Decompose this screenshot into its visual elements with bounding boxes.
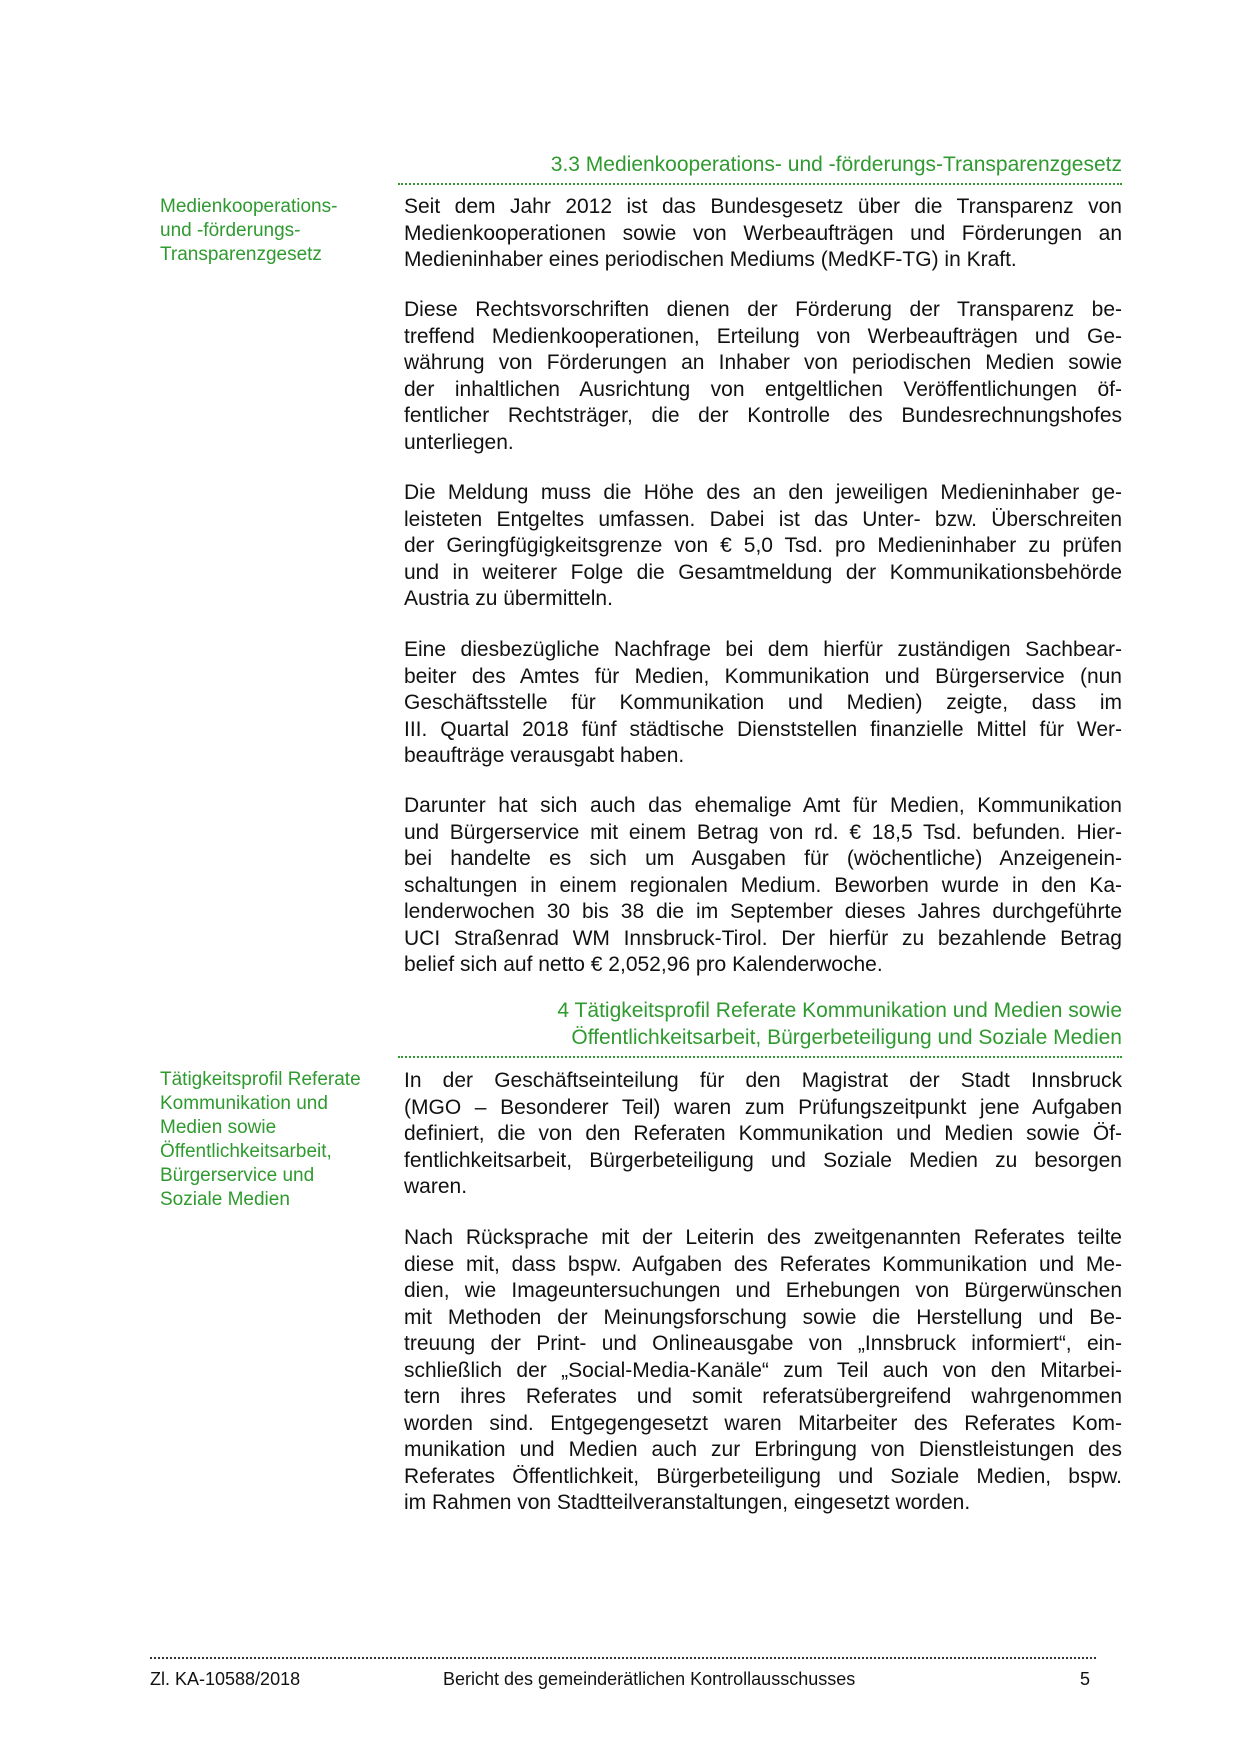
paragraph: Eine diesbezügliche Nachfrage bei dem hierfür zuständigen Sachbear- beiter des Amtes für Medien, Kommunikation und Bürgerservice (nun Geschäftsstelle für Kommunikation und Medien) zeigte, dass im III. Quartal 2018 fünf städtische Dienststellen finanzielle Mittel für Wer- beaufträge verausgabt haben.	[404, 638, 1122, 767]
paragraph: Darunter hat sich auch das ehemalige Amt für Medien, Kommunikation und Bürgerservice mit einem Betrag von rd. € 18,5 Tsd. befunden. Hier- bei handelte es sich um Ausgaben für (wöchentliche) Anzeigenein- schaltungen in einem regionalen Medium. Beworben wurde in den Ka- lenderwochen 30 bis 38 die im September dieses Jahres durchgeführte UCI Straßenrad WM Innsbruck-Tirol. Der hierfür zu bezahlende Betrag belief sich auf netto € 2,052,96 pro Kalenderwoche.	[404, 794, 1122, 976]
paragraph: Seit dem Jahr 2012 ist das Bundesgesetz über die Transparenz von Medienkooperationen sowie von Werbeaufträgen und Förderungen an Medieninhaber eines periodischen Mediums (MedKF-TG) in Kraft.	[404, 195, 1122, 271]
paragraph: In der Geschäftseinteilung für den Magistrat der Stadt Innsbruck (MGO – Besonderer Teil) waren zum Prüfungszeitpunkt jene Aufgaben definiert, die von den Referaten Kommunikation und Medien sowie Öf- fentlichkeitsarbeit, Bürgerbeteiligung und Soziale Medien zu besorgen waren.	[404, 1069, 1122, 1198]
report-title: Bericht des gemeinderätlichen Kontrollausschusses	[443, 1669, 856, 1689]
section-3-3-sidenote: Medienkooperations- und -förderungs- Transparenzgesetz	[160, 196, 338, 265]
page-number: 5	[1080, 1669, 1091, 1689]
paragraph: Die Meldung muss die Höhe des an den jeweiligen Medieninhaber ge- leisteten Entgeltes umfassen. Dabei ist das Unter- bzw. Überschreiten der Geringfügigkeitsgrenze von € 5,0 Tsd. pro Medieninhaber zu prüfen und in weiterer Folge die Gesamtmeldung der Kommunikationsbehörde Austria zu übermitteln.	[404, 481, 1122, 610]
document-reference: Zl. KA-10588/2018	[150, 1669, 301, 1689]
footer-divider	[150, 1657, 1096, 1659]
paragraph: Nach Rücksprache mit der Leiterin des zweitgenannten Referates teilte diese mit, dass bspw. Aufgaben des Referates Kommunikation und Me- dien, wie Imageuntersuchungen und Erhebungen von Bürgerwünschen mit Methoden der Meinungsforschung sowie die Herstellung und Be- treuung der Print- und Onlineausgabe von „Innsbruck informiert“, ein- schließlich der „Social-Media-Kanäle“ zum Teil auch von den Mitarbei- tern ihres Referates und somit referatsübergreifend wahrgenommen worden sind. Entgegengesetzt waren Mitarbeiter des Referates Kom- munikation und Medien auch zur Erbringung von Dienstleistungen des Referates Öffentlichkeit, Bürgerbeteiligung und Soziale Medien, bspw. im Rahmen von Stadtteilveranstaltungen, eingesetzt worden.	[404, 1226, 1122, 1514]
section-4-heading: 4 Tätigkeitsprofil Referate Kommunikation und Medien sowie Öffentlichkeitsarbeit, Bürgerbeteiligung und Soziale Medien	[398, 997, 1122, 1058]
paragraph: Diese Rechtsvorschriften dienen der Förderung der Transparenz be- treffend Medienkooperationen, Erteilung von Werbeaufträgen und Ge- währung von Förderungen an Inhaber von periodischen Medien sowie der inhaltlichen Ausrichtung von entgeltlichen Veröffentlichungen öf- fentlicher Rechtsträger, die der Kontrolle des Bundesrechnungshofes unterliegen.	[404, 298, 1122, 454]
section-3-3-heading: 3.3 Medienkooperations- und -förderungs-Transparenzgesetz	[398, 151, 1122, 185]
section-4-sidenote: Tätigkeitsprofil Referate Kommunikation und Medien sowie Öffentlichkeitsarbeit, Bürgerservice und Soziale Medien	[160, 1069, 361, 1210]
